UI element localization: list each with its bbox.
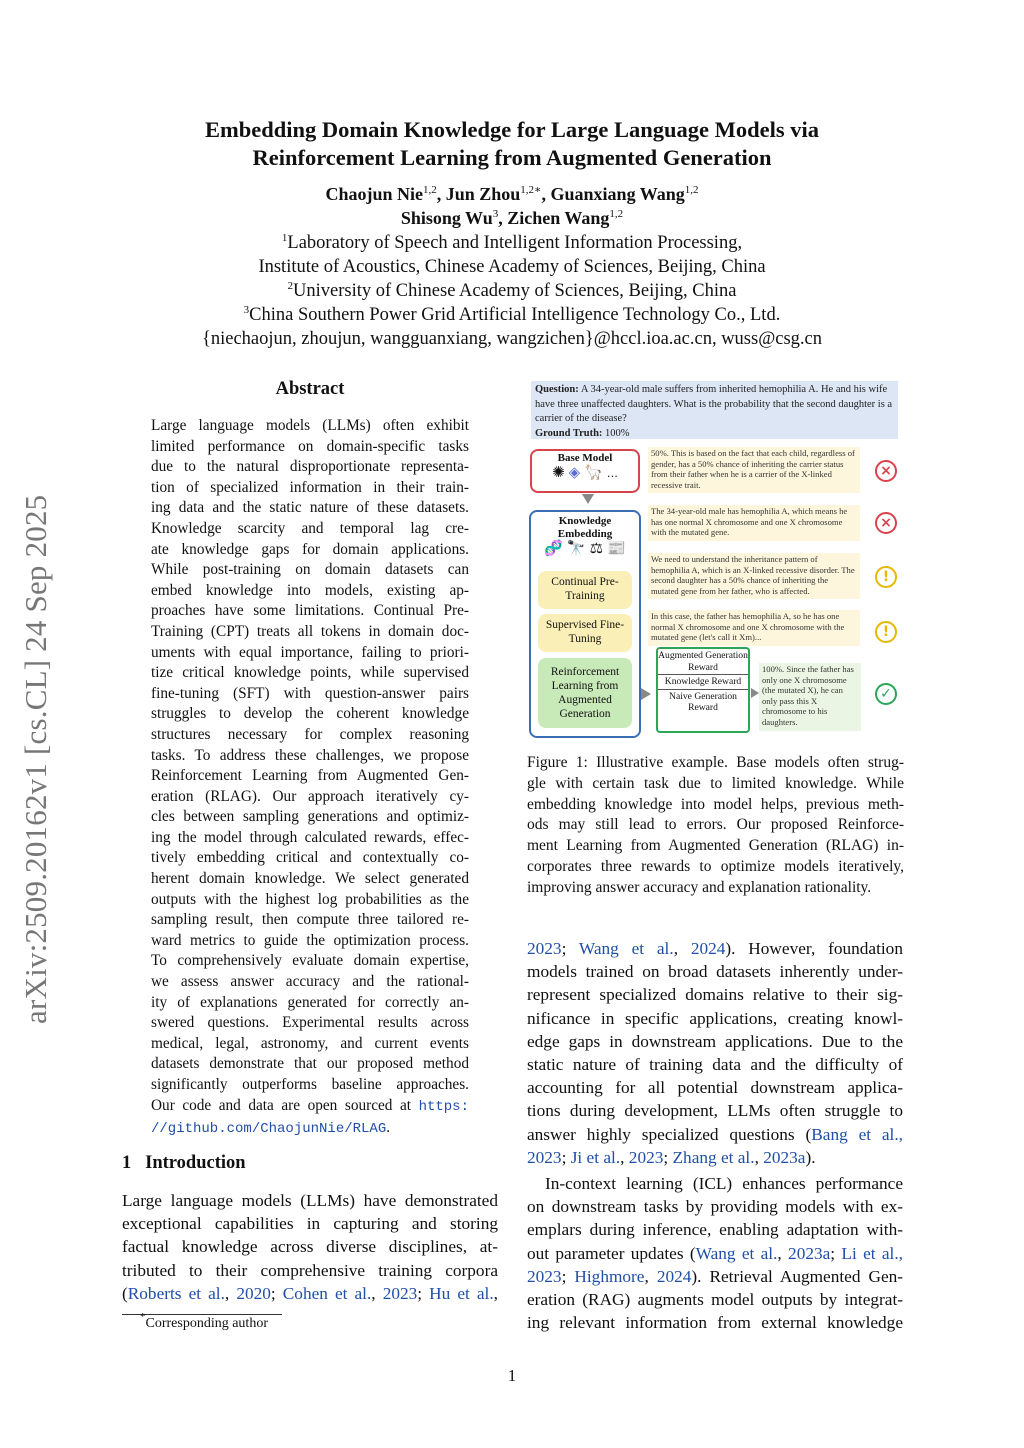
punct: , bbox=[371, 1283, 376, 1303]
news-icon: 📰 bbox=[607, 539, 626, 557]
citation-link[interactable]: Ji et al. bbox=[570, 1147, 621, 1167]
text-line: limited performance on domain-specific tasks bbox=[151, 437, 469, 455]
rewards-box bbox=[656, 647, 750, 733]
ground-truth-label: Ground Truth: bbox=[535, 427, 603, 439]
intro-paragraph bbox=[122, 1189, 498, 1305]
author-affil-sup: 1,2 bbox=[684, 184, 699, 196]
text-line: ment Learning from Augmented Generation (RLAG) in- bbox=[527, 837, 904, 855]
question-label: Question: bbox=[535, 384, 579, 395]
right-column-paragraph-2 bbox=[527, 1172, 903, 1334]
citation-link[interactable]: 2024 bbox=[656, 1266, 692, 1286]
abstract-code-line bbox=[151, 1096, 469, 1139]
punct: ). bbox=[805, 1147, 816, 1167]
knowledge-reward: Knowledge Reward bbox=[658, 675, 748, 690]
author-affil-sup: 1,2∗ bbox=[520, 184, 542, 196]
citation-link[interactable]: Cohen et al. bbox=[282, 1283, 372, 1303]
text-line: uments with equal importance, failing to priori- bbox=[151, 643, 469, 661]
rlag-box: Reinforcement Learning from Augmented Generation bbox=[538, 658, 632, 728]
citation-link[interactable]: 2023 bbox=[527, 939, 562, 958]
author-name: Guanxiang Wang bbox=[550, 184, 685, 204]
citation-link[interactable]: 2023 bbox=[527, 1147, 562, 1167]
punct: ; bbox=[830, 1243, 836, 1263]
punct: , bbox=[620, 1147, 625, 1167]
citation-link[interactable]: 2024 bbox=[690, 939, 726, 958]
model-icons bbox=[532, 465, 638, 481]
code-url-link-cont[interactable]: //github.com/ChaojunNie/RLAG bbox=[151, 1120, 387, 1137]
author-name: Chaojun Nie bbox=[325, 184, 423, 204]
text-line: represent specialized domains relative to their sig- bbox=[527, 985, 903, 1005]
text-line: cles between sampling generations and optimiz- bbox=[151, 808, 469, 826]
affiliation-line bbox=[110, 231, 914, 255]
text-run: out parameter updates ( bbox=[527, 1243, 696, 1263]
ellipsis-icon: … bbox=[606, 467, 618, 480]
punct: , bbox=[754, 1147, 759, 1167]
affiliation-line: Institute of Acoustics, Chinese Academy of Sciences, Beijing, China bbox=[258, 257, 766, 277]
text-line: ity of explanations generated for correctly an- bbox=[151, 993, 469, 1011]
affil-text: China Southern Power Grid Artificial Intelligence Technology Co., Ltd. bbox=[249, 305, 781, 325]
affil-text: University of Chinese Academy of Sciences, Beijing, China bbox=[293, 281, 737, 301]
text-line: In-context learning (ICL) enhances performance bbox=[545, 1174, 903, 1193]
text-line: ods may still lead to errors. Our proposed Reinforce- bbox=[527, 816, 904, 834]
author-affil-sup: 1,2 bbox=[422, 184, 437, 196]
text-line: edge gaps in downstream applications. Due to the bbox=[527, 1031, 903, 1051]
citation-link[interactable]: Wang et al. bbox=[578, 939, 674, 958]
affil-sup: 3 bbox=[243, 304, 250, 316]
arxiv-sidebar-stamp: arXiv:2509.20162v1 [cs.CL] 24 Sep 2025 bbox=[18, 494, 53, 1024]
question-box bbox=[531, 381, 898, 439]
text-line bbox=[527, 937, 903, 960]
text-line: nificance in specific applications, creating knowl- bbox=[527, 1008, 903, 1028]
right-arrow-icon bbox=[641, 688, 651, 700]
text-line: factual knowledge across diverse disciplines, at- bbox=[122, 1237, 498, 1257]
text-line: tions during development, LLMs often struggle to bbox=[527, 1101, 903, 1121]
author-affil-sup: 3 bbox=[492, 208, 499, 220]
code-url-link[interactable]: https: bbox=[418, 1099, 469, 1115]
paren: ( bbox=[122, 1283, 128, 1303]
author-name: Zichen Wang bbox=[507, 208, 610, 228]
text-line: embed knowledge into models, existing ap- bbox=[151, 581, 469, 599]
authors-line-1: Chaojun Nie$^{1,2}$, Jun Zhou$^{1,2∗}$, Guanxiang Wang$^{1,2}$ bbox=[325, 184, 699, 204]
text-line: fine-tuning (SFT) with question-answer pairs bbox=[151, 684, 469, 702]
affiliation-line bbox=[110, 279, 914, 303]
punct: ; bbox=[561, 939, 567, 958]
text-line: swered questions. Experimental results across bbox=[151, 1014, 469, 1032]
question-text: A 34-year-old male suffers from inherited hemophilia A. He and his wife have three unaffected daughters. What is the probability that the second daughter is a carrier of the disease? bbox=[535, 384, 893, 424]
telescope-icon: 🔭 bbox=[566, 539, 586, 557]
page-number: 1 bbox=[507, 1366, 517, 1385]
text-line: eration (RAG) augments model outputs by integrat- bbox=[527, 1290, 903, 1310]
text-line: corporates three rewards to optimize models iteratively, bbox=[527, 857, 904, 875]
text-line: static nature of training data and the difficulty of bbox=[527, 1055, 903, 1075]
wrong-mark-icon: × bbox=[875, 460, 897, 482]
text-line: ward metrics to guide the optimization process. bbox=[151, 931, 469, 949]
punct: , bbox=[644, 1266, 649, 1286]
warning-mark-icon: ! bbox=[875, 621, 897, 643]
text-line: ing the model through calculated rewards, effec- bbox=[151, 828, 469, 846]
augmented-generation-reward: Augmented Generation Reward bbox=[658, 649, 748, 675]
author-name: Shisong Wu bbox=[400, 208, 493, 228]
text-line: we assess answer accuracy and the rational- bbox=[151, 973, 469, 991]
text-line: Large language models (LLMs) have demonstrated bbox=[122, 1191, 498, 1210]
text-line: emplars during inference, enabling adaptation with- bbox=[527, 1220, 903, 1240]
warning-mark-icon: ! bbox=[875, 566, 897, 588]
affiliations-block bbox=[110, 231, 914, 351]
down-arrow-icon bbox=[582, 494, 594, 504]
punct: , bbox=[673, 939, 679, 958]
text-line: outputs with the highest log probabilities as the bbox=[151, 890, 469, 908]
answer-cpt: We need to understand the inheritance pattern of hemophilia A, which is an X-linked recessive disorder. The second daughter has a 50% chance of inheriting the mutated gene from her father, who is affected. bbox=[648, 553, 860, 599]
text-line: tize critical knowledge points, while supervised bbox=[151, 664, 469, 682]
text-line: due to the natural disproportionate representa- bbox=[151, 458, 469, 476]
text-line: significantly outperforms baseline approaches. bbox=[151, 1076, 469, 1093]
citation-link[interactable]: Highmore bbox=[574, 1266, 645, 1286]
affil-text: Laboratory of Speech and Intelligent Information Processing, bbox=[287, 233, 743, 253]
punct: , bbox=[224, 1283, 230, 1303]
author-name: Jun Zhou bbox=[445, 184, 521, 204]
text-line: proaches have some limitations. Continual Pre- bbox=[151, 602, 469, 620]
text-line: Figure 1: Illustrative example. Base models often strug- bbox=[527, 754, 904, 771]
footnote-text: Corresponding author bbox=[145, 1316, 268, 1331]
text-line: embedding knowledge into model helps, previous meth- bbox=[527, 795, 904, 813]
punct: ; bbox=[417, 1283, 423, 1303]
naive-generation-reward: Naive Generation Reward bbox=[669, 690, 737, 713]
figure-1 bbox=[527, 381, 903, 741]
text-line bbox=[527, 1123, 903, 1146]
authors-block bbox=[110, 182, 914, 230]
citation-link[interactable]: 2020 bbox=[236, 1283, 271, 1303]
punct: , bbox=[777, 1243, 782, 1263]
base-model-label: Base Model bbox=[557, 452, 613, 464]
punct: , bbox=[493, 1283, 498, 1303]
code-prefix: Our code and data are open sourced at bbox=[151, 1097, 412, 1114]
text-line: tively embedding critical and contextually co- bbox=[151, 849, 469, 867]
text-line bbox=[527, 1242, 903, 1265]
correct-mark-icon: ✓ bbox=[875, 683, 897, 705]
text-line: struggles to develop the coherent knowledge bbox=[151, 705, 469, 723]
affil-sup: 1 bbox=[281, 232, 288, 244]
text-run: ). However, foundation bbox=[725, 939, 903, 958]
figure-caption bbox=[527, 753, 904, 899]
title-line-1: Embedding Domain Knowledge for Large Language Models via bbox=[205, 117, 819, 142]
abstract-body bbox=[151, 416, 469, 1096]
text-line: tributed to their comprehensive training corpora bbox=[122, 1260, 498, 1280]
affil-sup: 2 bbox=[287, 280, 294, 292]
paper-title bbox=[110, 116, 914, 172]
answer-rlag: 100%. Since the father has only one X chromosome (the mutated X), he can only pass this X chromosome to his daughters. bbox=[759, 663, 861, 731]
text-line bbox=[122, 1282, 498, 1305]
domain-icons bbox=[531, 541, 639, 557]
citation-link[interactable]: Bang et al., bbox=[811, 1124, 903, 1144]
citation-link[interactable]: Li et al., bbox=[841, 1243, 903, 1263]
title-line-2: Reinforcement Learning from Augmented Generation bbox=[252, 145, 772, 170]
citation-link[interactable]: 2023 bbox=[527, 1266, 562, 1286]
text-line: Knowledge scarcity and temporal lag cre- bbox=[151, 519, 469, 537]
url-end: . bbox=[386, 1118, 391, 1136]
scales-icon: ⚖ bbox=[589, 539, 604, 557]
text-line: datasets demonstrate that our proposed method bbox=[151, 1055, 469, 1073]
section-title: Introduction bbox=[145, 1153, 246, 1173]
dna-icon: 🧬 bbox=[544, 539, 563, 557]
text-line bbox=[527, 1265, 903, 1288]
knowledge-embedding-label: Knowledge Embedding bbox=[557, 515, 613, 540]
text-line: Reinforcement Learning from Augmented Gen- bbox=[151, 767, 469, 785]
text-line: While post-training on domain datasets can bbox=[151, 561, 469, 579]
ground-truth-value: 100% bbox=[605, 427, 630, 439]
answer-embedding: The 34-year-old male has hemophilia A, which means he has one normal X chromosome and one X chromosome with the mutated gene. bbox=[648, 505, 860, 541]
punct: ; bbox=[561, 1266, 567, 1286]
text-line: medical, legal, astronomy, and current events bbox=[151, 1034, 469, 1052]
footnote bbox=[140, 1311, 268, 1332]
citation-link[interactable]: Hu et al. bbox=[429, 1283, 494, 1303]
answer-sft: In this case, the father has hemophilia A, so he has one normal X chromosome and one X chromosome with the mutated gene (let's call it Xm)... bbox=[648, 610, 860, 646]
authors-line-2: Shisong Wu$^3$, Zichen Wang$^{1,2}$ bbox=[400, 208, 624, 228]
text-line: tasks. To address these challenges, we propose bbox=[151, 746, 469, 764]
footnote-rule bbox=[122, 1314, 282, 1315]
author-affil-sup: 1,2 bbox=[609, 208, 624, 220]
text-line bbox=[527, 1146, 903, 1169]
abstract-heading: Abstract bbox=[275, 379, 345, 399]
text-run: ). Retrieval Augmented Gen- bbox=[691, 1266, 904, 1286]
text-line: herent domain knowledge. We select generated bbox=[151, 870, 469, 888]
text-line: ate knowledge gaps for domain applications. bbox=[151, 540, 469, 558]
text-line: structures necessary for complex reasoning bbox=[151, 725, 469, 743]
punct: ; bbox=[663, 1147, 669, 1167]
text-line: on downstream tasks by providing models with ex- bbox=[527, 1197, 903, 1217]
affiliation-line bbox=[110, 303, 914, 327]
text-line: ing relevant information from external knowledge bbox=[527, 1313, 903, 1333]
model-logo-icon: ◈ bbox=[568, 463, 581, 481]
text-line: tion of specialized information in their train- bbox=[151, 478, 469, 496]
citation-link[interactable]: 2023 bbox=[382, 1283, 418, 1303]
text-line: sampling result, then compute three tailored re- bbox=[151, 911, 469, 929]
right-arrow-icon bbox=[751, 688, 759, 698]
paragraph-lines bbox=[527, 960, 903, 1122]
citation-link[interactable]: Zhang et al. bbox=[672, 1147, 755, 1167]
text-line: improving answer accuracy and explanation rationality. bbox=[527, 878, 872, 896]
text-line: eration (RLAG). Our approach iteratively cy- bbox=[151, 787, 469, 805]
text-line: gle with certain task due to limited knowledge. While bbox=[527, 774, 904, 792]
emails: {niechaojun, zhoujun, wangguanxiang, wangzichen}@hccl.ioa.ac.cn, wuss@csg.cn bbox=[201, 329, 822, 349]
answer-base-model: 50%. This is based on the fact that each child, regardless of gender, has a 50% chance of inheriting the carrier status from their father when he is a carrier of the X-linked recessive trait. bbox=[648, 447, 860, 493]
text-line: Training (CPT) treats all tokens in domain doc- bbox=[151, 622, 469, 640]
text-line: accounting for all potential downstream applica- bbox=[527, 1078, 903, 1098]
citation-link[interactable]: 2023a bbox=[763, 1147, 806, 1167]
right-column-paragraph-1 bbox=[527, 937, 903, 1169]
intro-heading bbox=[122, 1153, 246, 1174]
text-run: answer highly specialized questions ( bbox=[527, 1124, 812, 1144]
text-line: exceptional capabilities in capturing and storing bbox=[122, 1214, 498, 1234]
section-number: 1 bbox=[122, 1153, 132, 1173]
citation-link[interactable]: Wang et al. bbox=[695, 1243, 778, 1263]
cpt-box: Continual Pre-Training bbox=[538, 571, 632, 609]
text-line: ing data and the static nature of these datasets. bbox=[151, 499, 469, 517]
text-line: models trained on broad datasets inherently under- bbox=[527, 962, 903, 982]
citation-link[interactable]: 2023a bbox=[788, 1243, 831, 1263]
footnote-mark: * bbox=[140, 1311, 146, 1323]
punct: ; bbox=[561, 1147, 567, 1167]
wrong-mark-icon: × bbox=[875, 512, 897, 534]
openai-logo-icon: ✺ bbox=[552, 463, 565, 481]
punct: ; bbox=[270, 1283, 276, 1303]
citation-link[interactable]: Roberts et al. bbox=[127, 1283, 225, 1303]
citation-link[interactable]: 2023 bbox=[628, 1147, 664, 1167]
text-line: Large language models (LLMs) often exhibit bbox=[151, 417, 469, 434]
base-model-box bbox=[530, 449, 640, 493]
sft-box: Supervised Fine-Tuning bbox=[538, 614, 632, 652]
llama-logo-icon: 🦙 bbox=[584, 463, 603, 481]
text-line: To comprehensively evaluate domain expertise, bbox=[151, 952, 469, 970]
